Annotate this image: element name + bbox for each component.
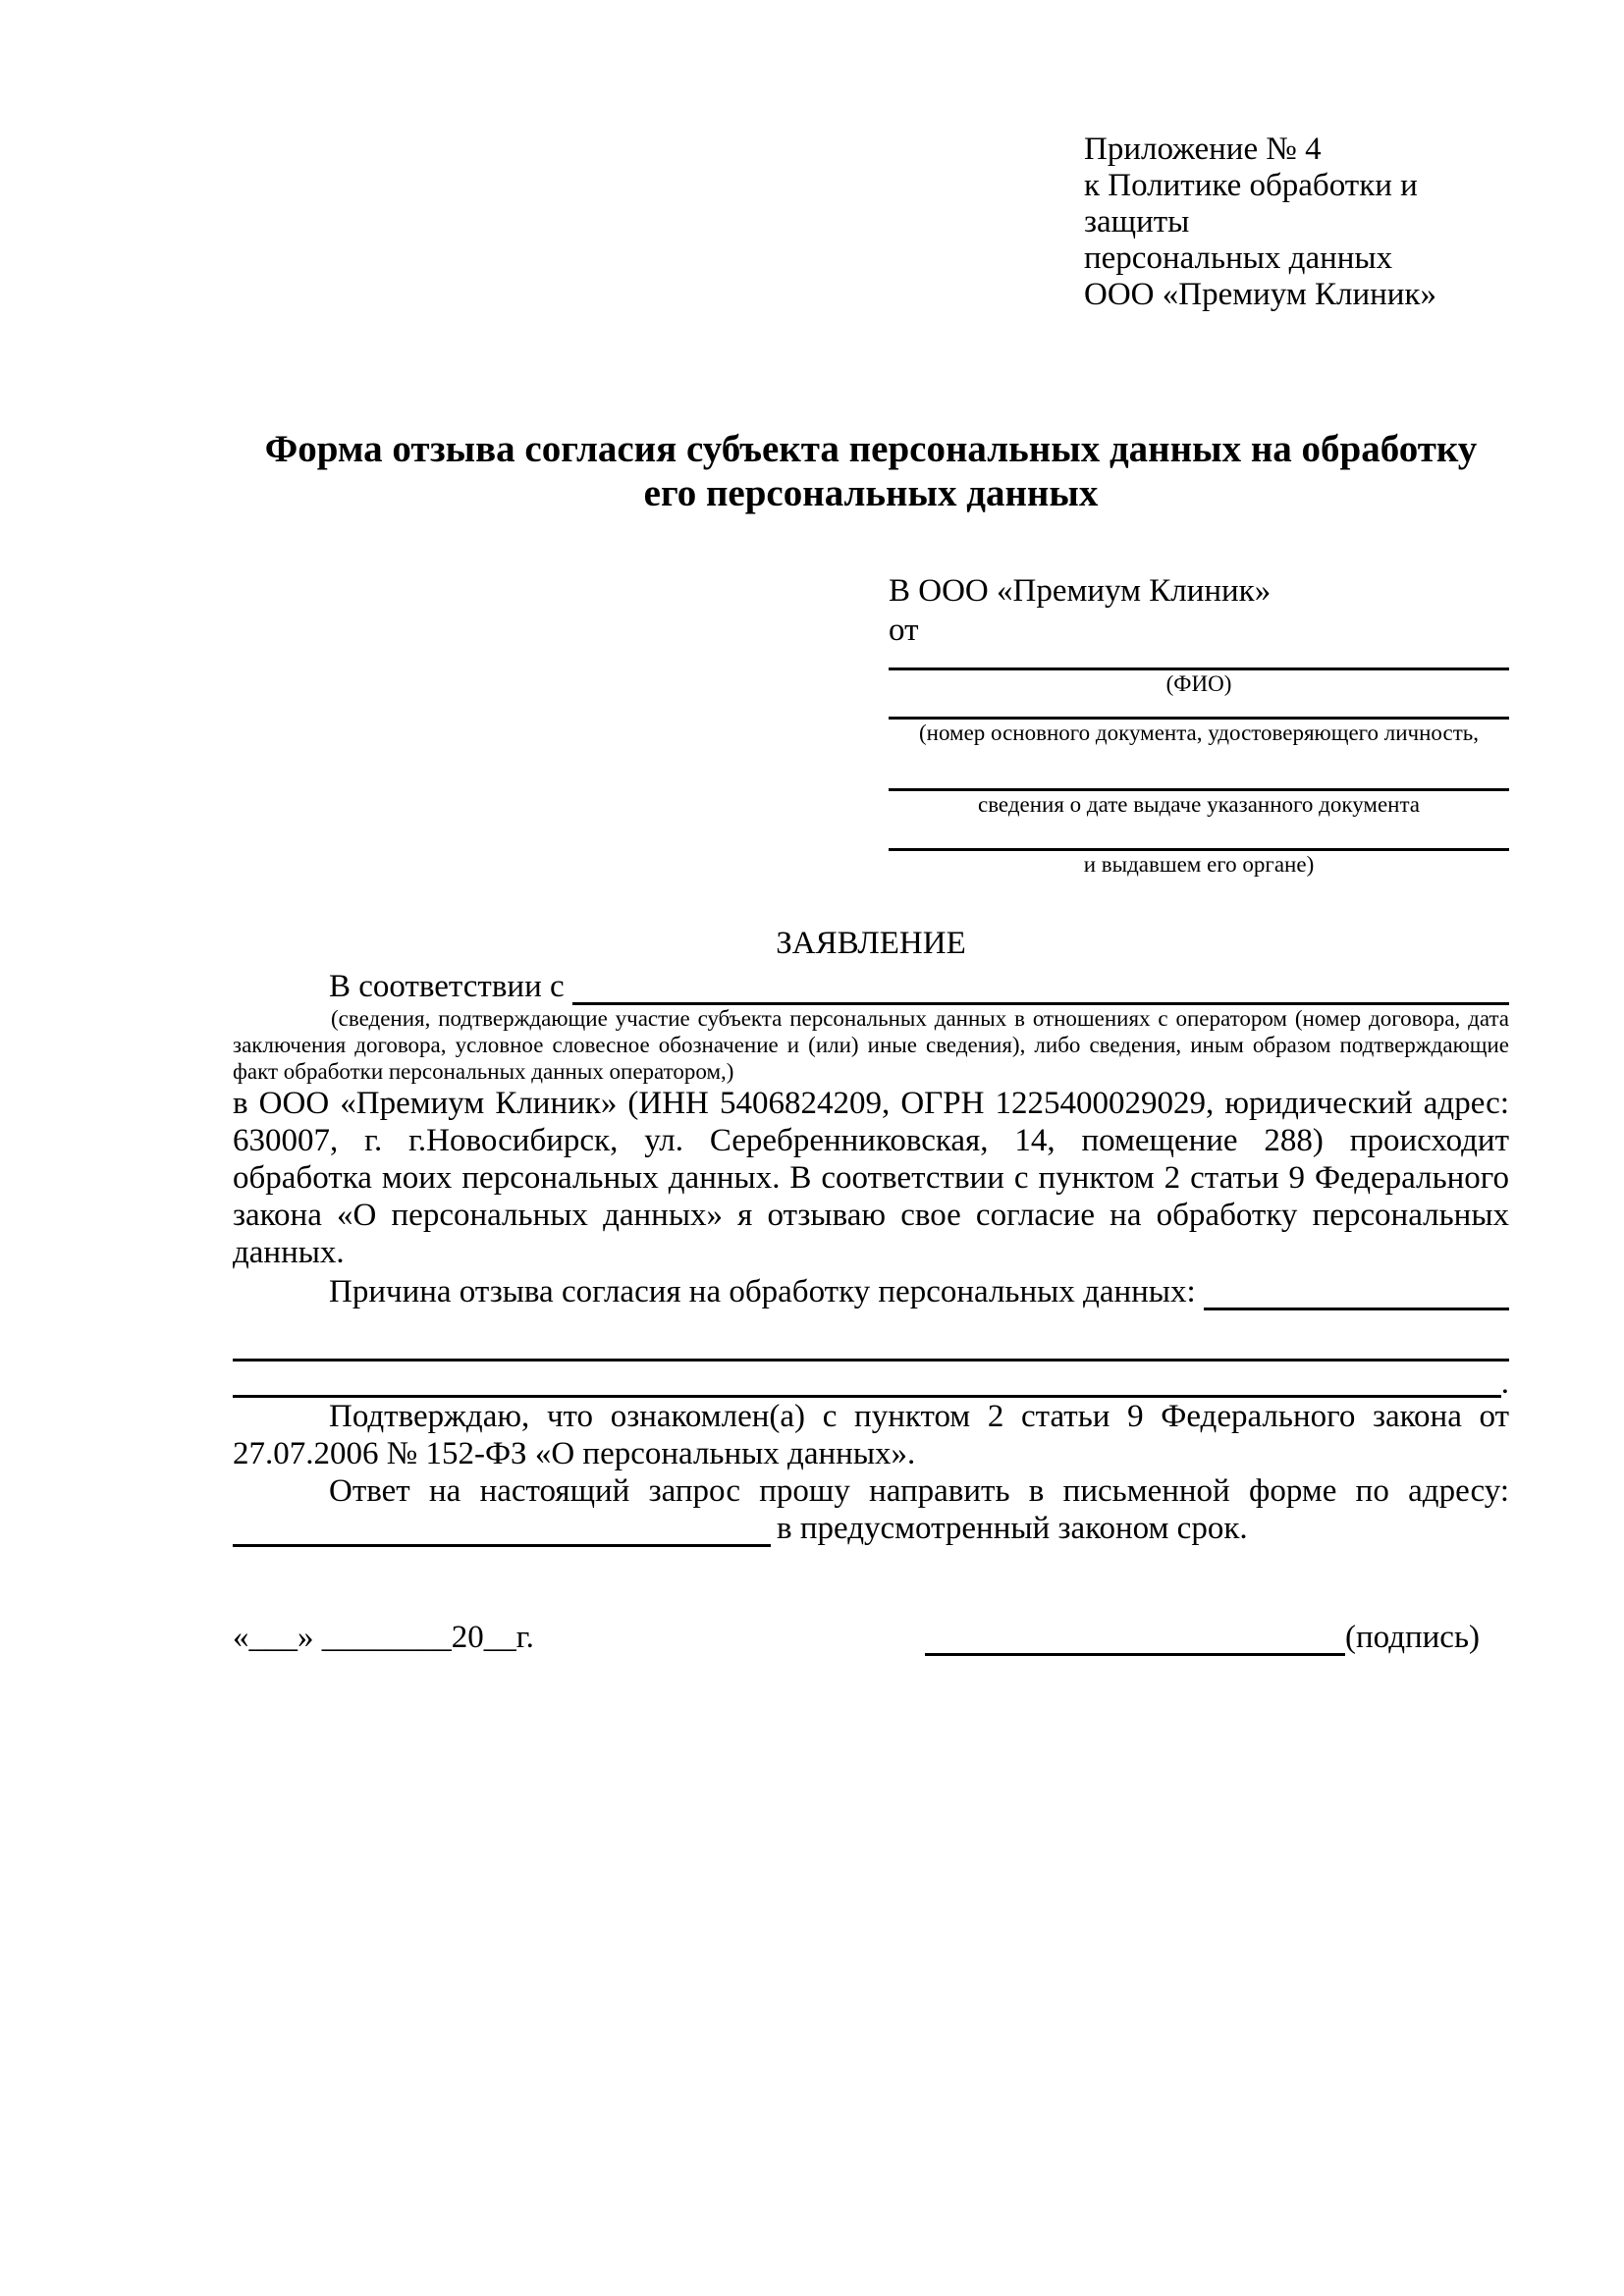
header-note-line-1: Приложение № 4 <box>1084 132 1322 167</box>
issue-date-blank-line <box>889 746 1509 791</box>
reply-tail: в предусмотренный законом срок. <box>777 1511 1248 1546</box>
reason-blank-line <box>1204 1273 1509 1310</box>
signature-group <box>925 1619 1480 1656</box>
field-fio <box>889 650 1509 697</box>
confirmation-paragraph: Подтверждаю, что ознакомлен(а) с пунктом 2 статьи 9 Федерального закона от 27.07.2006 № 152-ФЗ «О персональных данных». <box>233 1399 1509 1471</box>
reply-address-line <box>233 1510 1509 1547</box>
document-title <box>233 427 1509 515</box>
reply-request-line: Ответ на настоящий запрос прошу направить в письменной форме по адресу: <box>329 1473 1509 1509</box>
intro-prefix: В соответствии с <box>329 969 565 1004</box>
from-label: от <box>889 613 919 648</box>
fio-caption: (ФИО) <box>1165 671 1232 696</box>
recipient-org: В ООО «Премиум Клиник» <box>889 573 1272 609</box>
field-issue-date <box>889 746 1509 818</box>
header-note-line-3: персональных данных <box>1084 240 1393 276</box>
date-placeholder: «___» ________20__г. <box>233 1620 534 1655</box>
address-blank-line <box>233 1510 771 1547</box>
document-title-line-2: его персональных данных <box>643 472 1099 514</box>
reason-line <box>233 1273 1509 1310</box>
header-note-line-4: ООО «Премиум Клиник» <box>1084 277 1436 312</box>
intro-blank-line <box>572 968 1509 1005</box>
field-id-document <box>889 697 1509 746</box>
document-title-line-1: Форма отзыва согласия субъекта персональных данных на обработку <box>264 428 1478 470</box>
date-signature-row <box>233 1619 1509 1656</box>
id-document-caption: (номер основного документа, удостоверяющего личность, <box>918 721 1479 745</box>
intro-line <box>233 968 1509 1005</box>
addressee-block <box>889 571 1509 878</box>
blank-line-period: . <box>1500 1365 1509 1401</box>
reason-continuation-line-1 <box>233 1310 1509 1362</box>
field-issuing-authority <box>889 818 1509 878</box>
reason-label: Причина отзыва согласия на обработку персональных данных: <box>329 1274 1196 1309</box>
header-note <box>1084 132 1509 313</box>
statement-note: (сведения, подтверждающие участие субъекта персональных данных в отношениях с оператором (номер договора, дата заключения договора, условное словесное обозначение и (или) иные сведения), либо сведения, иным образом подтверждающие факт обработки персональных данных оператором,) <box>233 1006 1509 1084</box>
signature-caption: (подпись) <box>1345 1620 1480 1655</box>
statement-body: в ООО «Премиум Клиник» (ИНН 5406824209, ОГРН 1225400029029, юридический адрес: 630007, г. г.Новосибирск, ул. Серебренниковская, 14, помещение 288) происходит обработка моих персональных данных. В соответствии с пунктом 2 статьи 9 Федерального закона «О персональных данных» я отзываю свое согласие на обработку персональных данных. <box>233 1086 1509 1270</box>
fio-blank-line <box>889 650 1509 670</box>
reason-continuation-line-2 <box>233 1362 1509 1401</box>
header-note-line-2: к Политике обработки и защиты <box>1084 168 1418 240</box>
reason-blank-line-2 <box>233 1359 1509 1362</box>
issue-date-caption: сведения о дате выдаче указанного документа <box>977 792 1421 817</box>
id-document-blank-line <box>889 697 1509 720</box>
statement-heading: ЗАЯВЛЕНИЕ <box>776 926 966 961</box>
issuing-authority-caption: и выдавшем его органе) <box>1083 852 1315 877</box>
signature-blank-line <box>925 1619 1345 1656</box>
document-content <box>233 132 1509 1656</box>
issuing-authority-blank-line <box>889 818 1509 851</box>
